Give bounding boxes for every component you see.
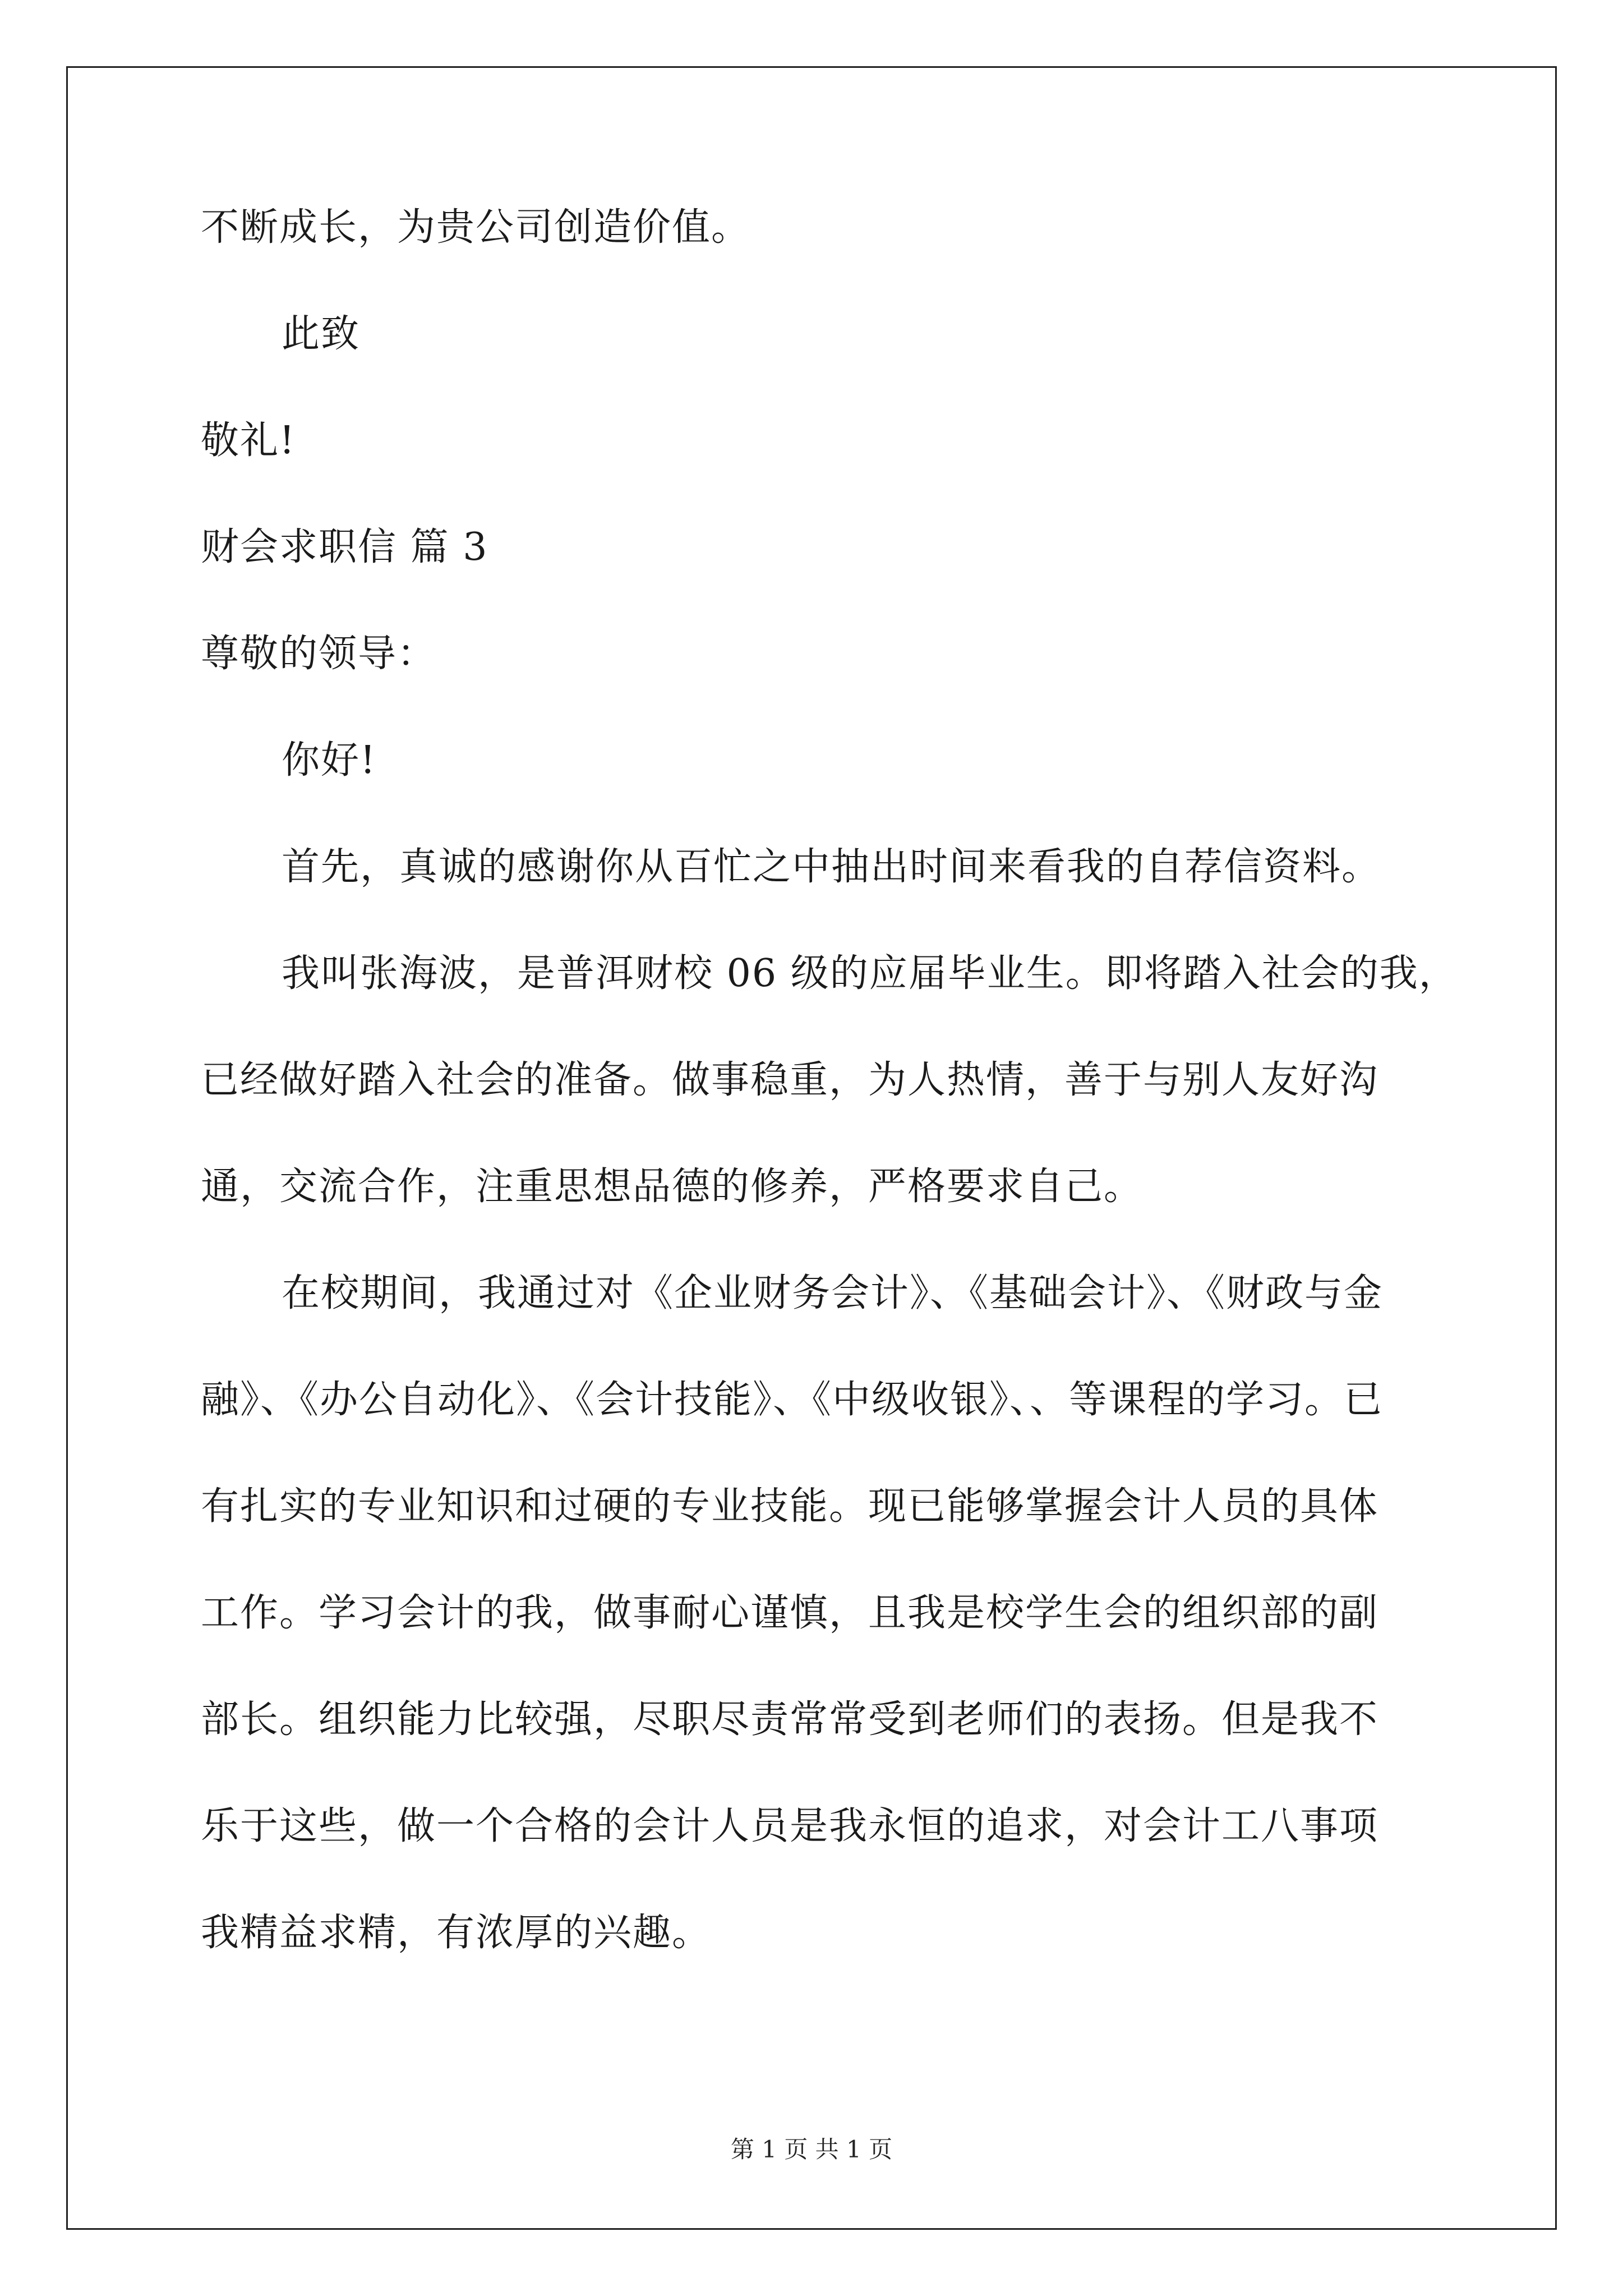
closing-salutation: 此致 [282, 312, 361, 356]
paragraph-line: 融》、《办公自动化》、《会计技能》、《中级收银》、、等课程的学习。已 [201, 1378, 1384, 1422]
text-line: 不断成长，为贵公司创造价值。 [201, 205, 751, 250]
paragraph-line: 乐于这些，做一个合格的会计人员是我永恒的追求，对会计工八事项 [201, 1804, 1379, 1848]
paragraph-line: 通，交流合作，注重思想品德的修养，严格要求自己。 [201, 1165, 1144, 1209]
paragraph-line: 首先，真诚的感谢你从百忙之中抽出时间来看我的自荐信资料。 [282, 845, 1381, 889]
paragraph-line: 有扎实的专业知识和过硬的专业技能。现已能够掌握会计人员的具体 [201, 1484, 1379, 1529]
greeting-hello: 你好! [282, 738, 377, 783]
paragraph-line: 我叫张海波，是普洱财校 06 级的应届毕业生。即将踏入社会的我， [282, 951, 1458, 996]
page-number-footer: 第 1 页 共 1 页 [730, 2136, 893, 2163]
closing-regards: 敬礼! [201, 418, 296, 463]
paragraph-line: 部长。组织能力比较强，尽职尽责常常受到老师们的表扬。但是我不 [201, 1697, 1379, 1742]
paragraph-line: 我精益求精，有浓厚的兴趣。 [201, 1911, 712, 1955]
paragraph-line: 已经做好踏入社会的准备。做事稳重，为人热情，善于与别人友好沟 [201, 1058, 1379, 1102]
section-heading: 财会求职信 篇 3 [201, 525, 488, 569]
greeting-recipient: 尊敬的领导： [201, 632, 437, 676]
paragraph-line: 工作。学习会计的我，做事耐心谨慎，且我是校学生会的组织部的副 [201, 1591, 1379, 1635]
page-border [66, 66, 1557, 2230]
paragraph-line: 在校期间，我通过对《企业财务会计》、《基础会计》、《财政与金 [282, 1271, 1384, 1315]
